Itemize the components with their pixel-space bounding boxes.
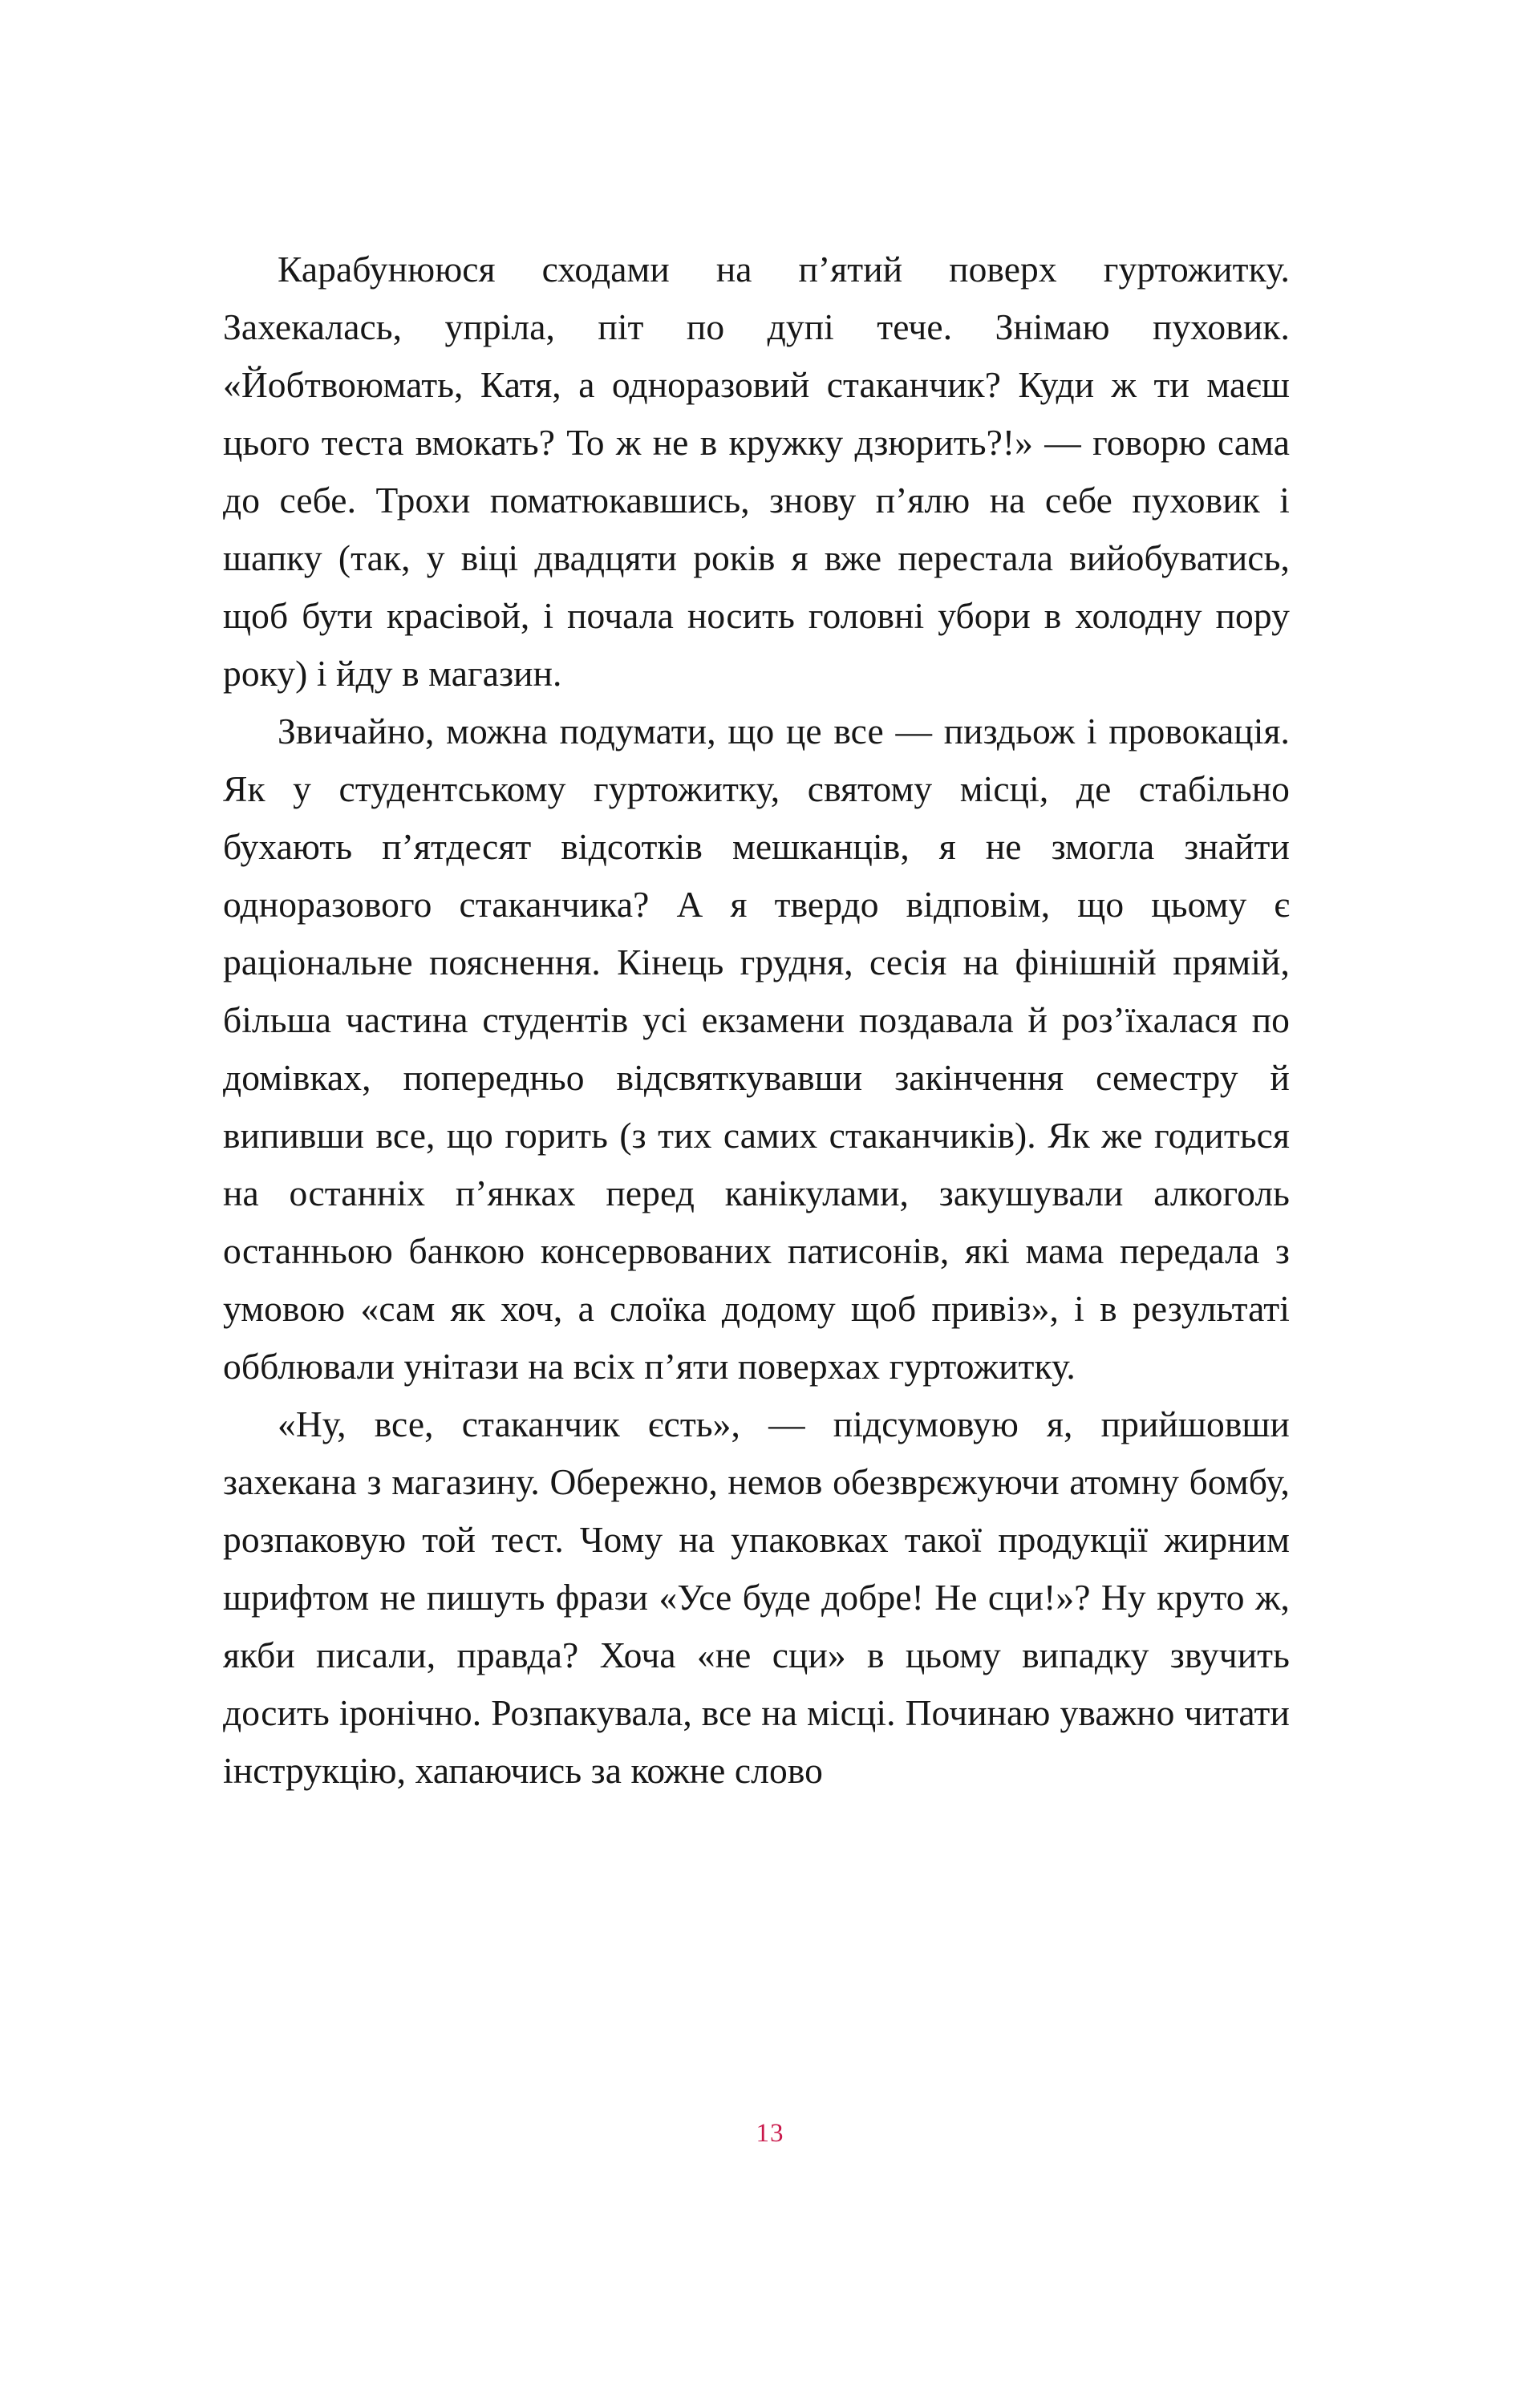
paragraph-2: Звичайно, можна подумати, що це все — пиздьож і провокація. Як у студентському гуртожитку, святому місці, де стабільно бухають п’ятдесят відсотків мешканців, я не змогла знайти одноразового стаканчика? А я твердо відповім, що цьому є раціональне пояснення. Кінець грудня, сесія на фінішній прямій, більша частина студентів усі екзамени поздавала й роз’їхалася по домівках, попередньо відсвяткувавши закінчення семестру й випивши все, що горить (з тих самих стаканчиків). Як же годиться на останніх п’янках перед канікулами, закушували алкоголь останньою банкою консервованих патисонів, які мама передала з умовою «сам як хоч, а слоїка додому щоб привіз», і в результаті обблювали унітази на всіх п’яти поверхах гуртожитку. [223,711,1290,1387]
page-number: 13 [756,2119,784,2148]
paragraph-3: «Ну, все, стаканчик єсть», — підсумовую я, прийшовши захекана з магазину. Обережно, немов обезврєжуючи атомну бомбу, розпаковую той тест. Чому на упаковках такої продукції жирним шрифтом не пишуть фрази «Усе буде добре! Не сци!»? Ну круто ж, якби писали, правда? Хоча «не сци» в цьому випадку звучить досить іронічно. Розпакувала, все на місці. Починаю уважно читати інструкцію, хапаючись за кожне слово [223,1404,1290,1791]
body-text-column [223,241,1290,1800]
paragraph-1: Карабунююся сходами на п’ятий поверх гуртожитку. Захекалась, упріла, піт по дупі тече. Знімаю пуховик. «Йобтвоюмать, Катя, а одноразовий стаканчик? Куди ж ти маєш цього теста вмокать? То ж не в кружку дзюрить?!» — говорю сама до себе. Трохи поматюкавшись, знову п’ялю на себе пуховик і шапку (так, у віці двадцяти років я вже перестала вийобуватись, щоб бути красівой, і почала носить головні убори в холодну пору року) і йду в магазин. [223,249,1290,694]
